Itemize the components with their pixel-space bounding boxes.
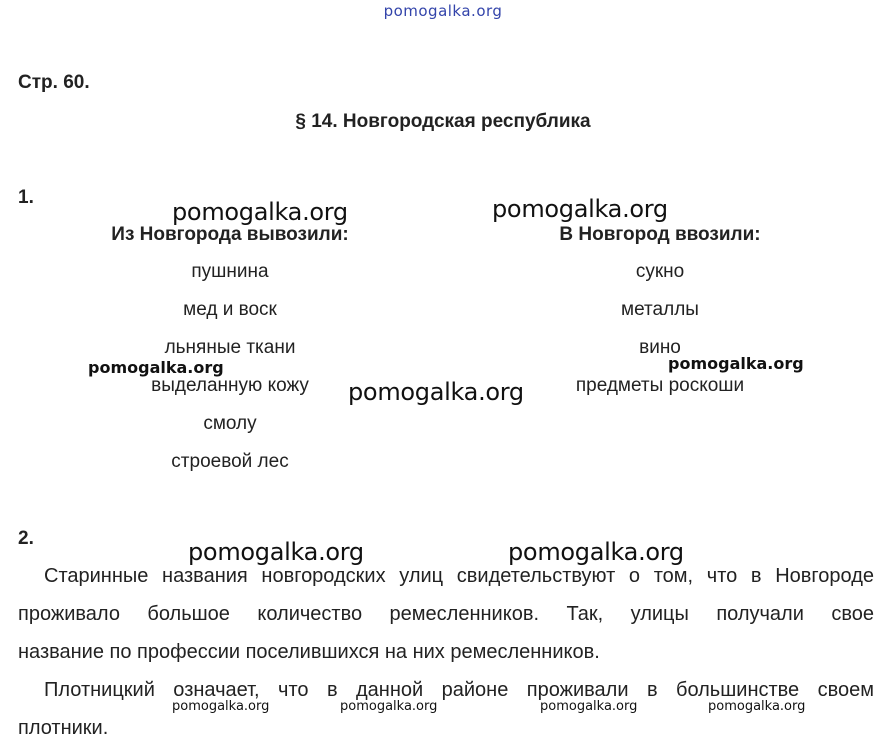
watermark: pomogalka.org [492, 195, 668, 223]
paragraph-line: название по профессии поселившихся на них ремесленников. [18, 641, 600, 663]
paragraph-line: проживало большое количество ремесленников. Так, улицы получали свое [18, 603, 874, 625]
watermark: pomogalka.org [340, 699, 438, 714]
page-label: Стр. 60. [18, 72, 90, 93]
import-item: вино [639, 337, 681, 358]
section-title: § 14. Новгородская республика [295, 111, 591, 132]
export-item: выделанную кожу [151, 375, 309, 396]
paragraph-line: Плотницкий означает, что в данной районе проживали в большинстве своем [44, 679, 874, 701]
export-header: Из Новгорода вывозили: [111, 224, 349, 245]
import-item: металлы [621, 299, 699, 320]
watermark: pomogalka.org [172, 699, 270, 714]
export-item: льняные ткани [164, 337, 296, 358]
task-2-number: 2. [18, 528, 34, 549]
watermark: pomogalka.org [172, 198, 348, 226]
export-item: пушнина [191, 261, 269, 282]
watermark: pomogalka.org [348, 378, 524, 406]
watermark: pomogalka.org [88, 358, 224, 377]
import-header: В Новгород ввозили: [559, 224, 761, 245]
export-item: мед и воск [183, 299, 277, 320]
export-item: строевой лес [171, 451, 289, 472]
watermark: pomogalka.org [708, 699, 806, 714]
paragraph-line: плотники. [18, 717, 109, 739]
paragraph-line: Старинные названия новгородских улиц свидетельствуют о том, что в Новгороде [44, 565, 874, 587]
watermark: pomogalka.org [508, 538, 684, 566]
watermark: pomogalka.org [540, 699, 638, 714]
watermark: pomogalka.org [668, 354, 804, 373]
import-item: предметы роскоши [575, 375, 745, 396]
export-item: смолу [203, 413, 257, 434]
top-watermark: pomogalka.org [383, 2, 503, 20]
import-item: сукно [635, 261, 685, 282]
watermark: pomogalka.org [188, 538, 364, 566]
task-1-number: 1. [18, 187, 34, 208]
